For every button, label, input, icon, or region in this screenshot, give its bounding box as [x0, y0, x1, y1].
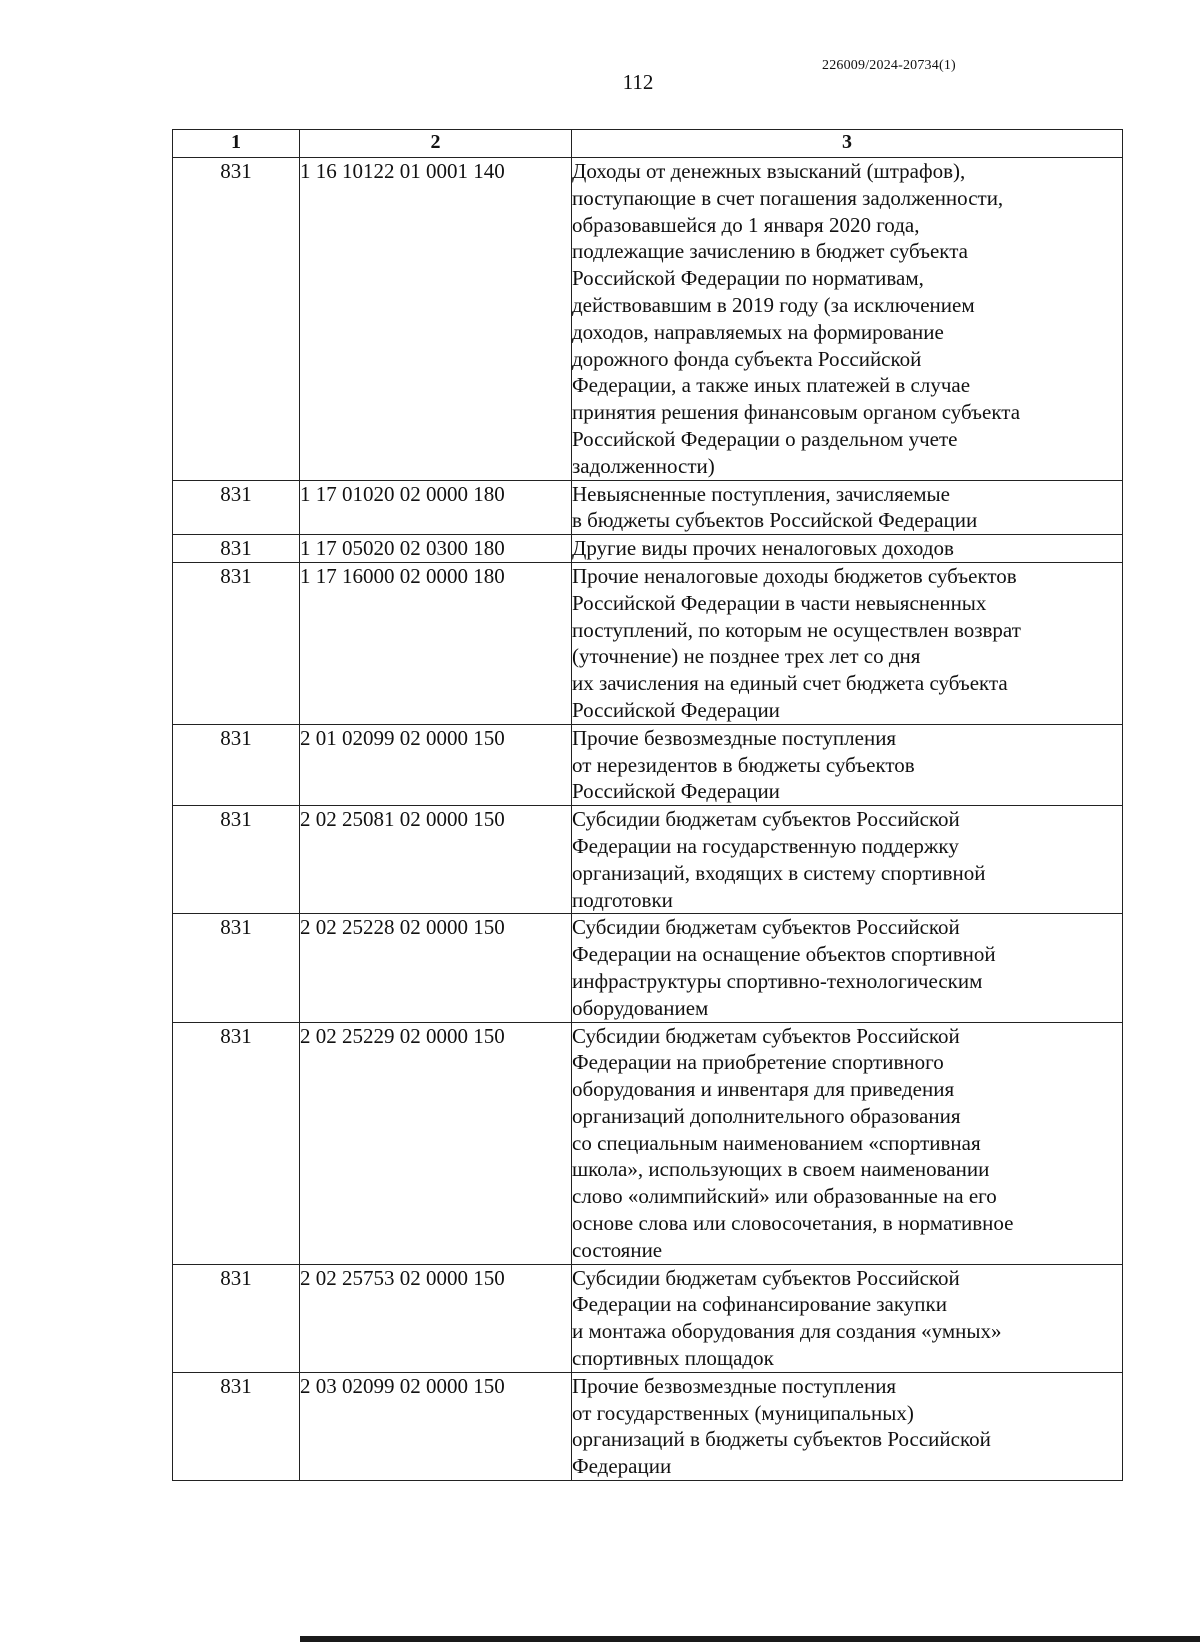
table-header-row [173, 130, 1123, 158]
page-number: 112 [622, 70, 654, 94]
budget-classification-code-cell: 1 17 05020 02 0300 180 [300, 535, 572, 563]
description-line: Российской Федерации [572, 779, 780, 804]
column-header-1: 1 [173, 130, 300, 158]
table-row [173, 1264, 1123, 1372]
description-line: Прочие безвозмездные поступления [572, 1373, 897, 1398]
admin-code-cell: 831 [173, 1264, 300, 1372]
description-cell [572, 1022, 1123, 1264]
table-row [173, 1022, 1123, 1264]
description-line: дорожного фонда субъекта Российской [572, 346, 922, 371]
admin-code-cell: 831 [173, 1022, 300, 1264]
description-line: и монтажа оборудования для создания «умных» [572, 1319, 1002, 1344]
description-line: школа», использующих в своем наименовании [572, 1157, 990, 1182]
description-line: организаций дополнительного образования [572, 1103, 961, 1128]
description-line: оборудованием [572, 995, 709, 1020]
description-line: (уточнение) не позднее трех лет со дня [572, 644, 921, 669]
budget-classification-code-cell: 2 02 25081 02 0000 150 [300, 806, 572, 914]
description-cell [572, 535, 1123, 563]
description-line: Другие виды прочих неналоговых доходов [572, 536, 954, 561]
description-line: инфраструктуры спортивно-технологическим [572, 968, 983, 993]
revenue-codes-table [172, 129, 1123, 1481]
description-cell [572, 1372, 1123, 1480]
description-cell [572, 806, 1123, 914]
admin-code-cell: 831 [173, 562, 300, 724]
description-line: поступающие в счет погашения задолженности, [572, 185, 1004, 210]
description-line: подготовки [572, 887, 673, 912]
description-line: Федерации на софинансирование закупки [572, 1292, 947, 1317]
table-row [173, 724, 1123, 805]
description-line: Прочие неналоговые доходы бюджетов субъектов [572, 563, 1017, 588]
description-line: Федерации на государственную поддержку [572, 833, 959, 858]
description-cell [572, 562, 1123, 724]
description-line: слово «олимпийский» или образованные на его [572, 1184, 997, 1209]
table-row [173, 806, 1123, 914]
description-line: Российской Федерации о раздельном учете [572, 426, 958, 451]
description-line: Доходы от денежных взысканий (штрафов), [572, 159, 966, 183]
budget-classification-code-cell: 1 17 01020 02 0000 180 [300, 480, 572, 535]
description-line: спортивных площадок [572, 1346, 774, 1371]
description-line: от государственных (муниципальных) [572, 1400, 914, 1425]
description-line: состояние [572, 1237, 663, 1262]
description-line: основе слова или словосочетания, в нормативное [572, 1211, 1014, 1236]
description-line: Федерации, а также иных платежей в случае [572, 373, 971, 398]
description-cell [572, 480, 1123, 535]
description-line: Субсидии бюджетам субъектов Российской [572, 915, 960, 940]
admin-code-cell: 831 [173, 535, 300, 563]
description-cell [572, 724, 1123, 805]
description-line: Российской Федерации [572, 697, 780, 722]
description-cell [572, 1264, 1123, 1372]
budget-classification-code-cell: 2 02 25229 02 0000 150 [300, 1022, 572, 1264]
description-line: организаций, входящих в систему спортивной [572, 860, 986, 885]
description-line: поступлений, по которым не осуществлен возврат [572, 617, 1021, 642]
budget-classification-code-cell: 1 17 16000 02 0000 180 [300, 562, 572, 724]
description-line: задолженности) [572, 453, 715, 478]
description-cell [572, 914, 1123, 1022]
table-row [173, 914, 1123, 1022]
description-line: Федерации на оснащение объектов спортивной [572, 942, 996, 967]
admin-code-cell: 831 [173, 1372, 300, 1480]
description-line: в бюджеты субъектов Российской Федерации [572, 508, 978, 533]
description-line: принятия решения финансовым органом субъекта [572, 400, 1021, 425]
table-row [173, 1372, 1123, 1480]
description-line: доходов, направляемых на формирование [572, 319, 944, 344]
description-line: Субсидии бюджетам субъектов Российской [572, 1023, 960, 1048]
admin-code-cell: 831 [173, 806, 300, 914]
description-line: Субсидии бюджетам субъектов Российской [572, 807, 960, 832]
scan-edge-bar [300, 1636, 1200, 1642]
column-header-2: 2 [300, 130, 572, 158]
description-line: Субсидии бюджетам субъектов Российской [572, 1265, 960, 1290]
description-line: организаций в бюджеты субъектов Российской [572, 1427, 991, 1452]
admin-code-cell: 831 [173, 914, 300, 1022]
budget-classification-code-cell: 1 16 10122 01 0001 140 [300, 158, 572, 481]
admin-code-cell: 831 [173, 480, 300, 535]
column-header-3: 3 [572, 130, 1123, 158]
table-row [173, 480, 1123, 535]
description-line: подлежащие зачислению в бюджет субъекта [572, 239, 968, 264]
description-line: Российской Федерации по нормативам, [572, 266, 924, 291]
document-id: 226009/2024-20734(1) [822, 58, 956, 73]
description-line: от нерезидентов в бюджеты субъектов [572, 752, 915, 777]
table-row [173, 562, 1123, 724]
description-line: действовавшим в 2019 году (за исключением [572, 292, 975, 317]
description-line: Прочие безвозмездные поступления [572, 725, 897, 750]
table-row [173, 535, 1123, 563]
description-line: их зачисления на единый счет бюджета субъекта [572, 671, 1008, 696]
table-body [173, 158, 1123, 1481]
description-line: Невыясненные поступления, зачисляемые [572, 481, 950, 506]
description-line: Федерации на приобретение спортивного [572, 1050, 944, 1075]
budget-classification-code-cell: 2 03 02099 02 0000 150 [300, 1372, 572, 1480]
description-line: Российской Федерации в части невыясненных [572, 590, 987, 615]
description-cell [572, 158, 1123, 481]
budget-classification-code-cell: 2 02 25228 02 0000 150 [300, 914, 572, 1022]
table-row [173, 158, 1123, 481]
admin-code-cell: 831 [173, 724, 300, 805]
description-line: образовавшейся до 1 января 2020 года, [572, 212, 920, 237]
description-line: Федерации [572, 1454, 672, 1479]
budget-classification-code-cell: 2 02 25753 02 0000 150 [300, 1264, 572, 1372]
budget-classification-code-cell: 2 01 02099 02 0000 150 [300, 724, 572, 805]
description-line: оборудования и инвентаря для приведения [572, 1077, 955, 1102]
admin-code-cell: 831 [173, 158, 300, 481]
description-line: со специальным наименованием «спортивная [572, 1130, 981, 1155]
